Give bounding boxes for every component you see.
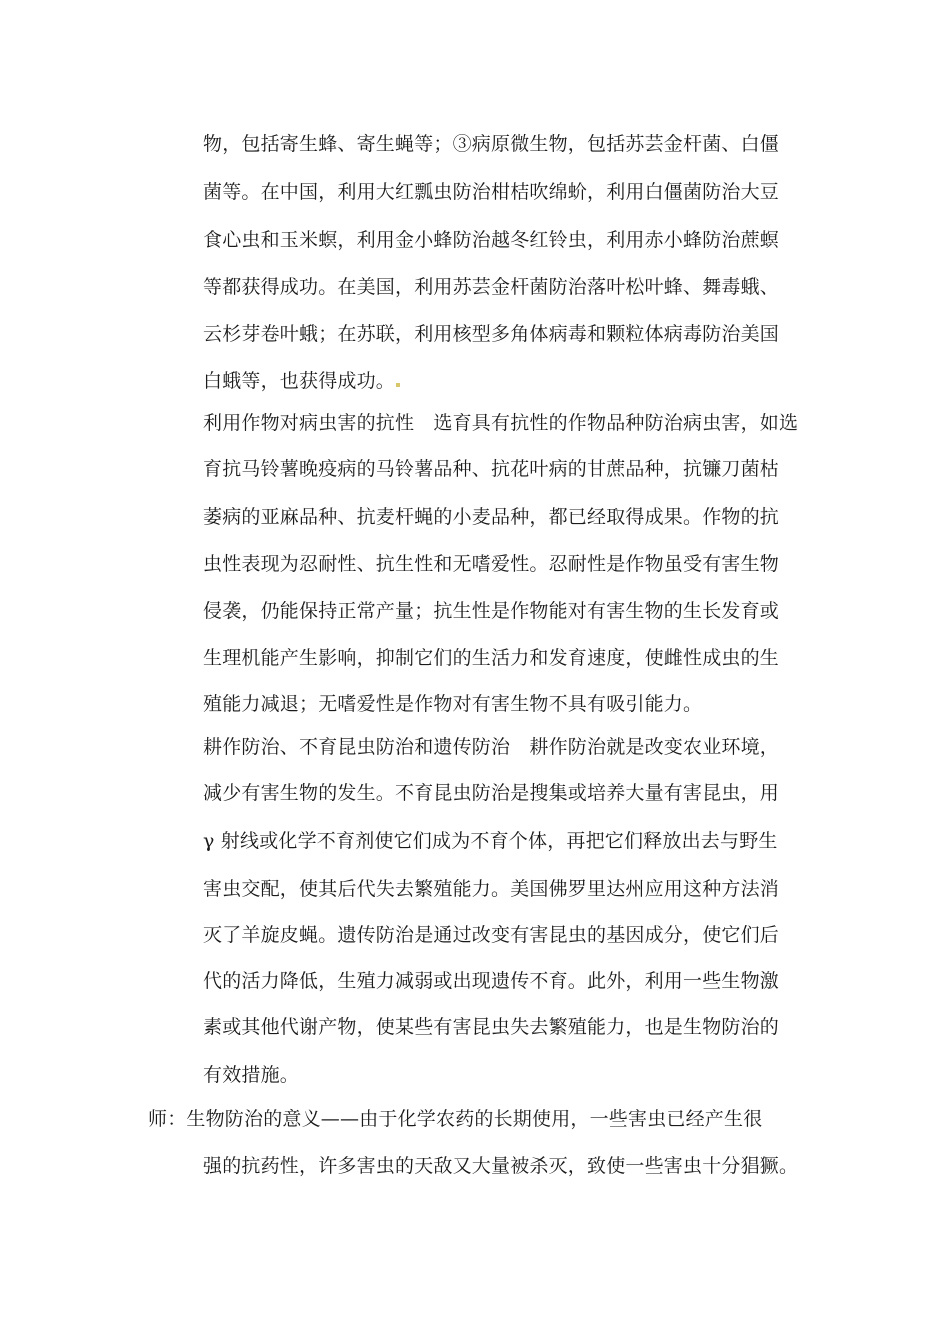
body-line-with-mark: [203, 369, 400, 393]
body-line: 害虫交配，使其后代失去繁殖能力。美国佛罗里达州应用这种方法消: [203, 878, 780, 900]
body-line: 侵袭，仍能保持正常产量；抗生性是作物能对有害生物的生长发育或: [203, 600, 780, 622]
teacher-line: [148, 1107, 762, 1131]
body-line: 等都获得成功。在美国，利用苏芸金杆菌防治落叶松叶蜂、舞毒蛾、: [203, 276, 780, 298]
body-line: 减少有害生物的发生。不育昆虫防治是搜集或培养大量有害昆虫，用: [203, 782, 780, 804]
body-line: 菌等。在中国，利用大红瓢虫防治柑桔吹绵蚧，利用白僵菌防治大豆: [203, 181, 780, 203]
body-line-text: 白蛾等，也获得成功。: [203, 370, 396, 392]
body-line: 萎病的亚麻品种、抗麦杆蝇的小麦品种，都已经取得成果。作物的抗: [203, 506, 780, 528]
body-line: 生理机能产生影响，抑制它们的生活力和发育速度，使雌性成虫的生: [203, 647, 780, 669]
body-line: 代的活力降低，生殖力减弱或出现遗传不育。此外，利用一些生物激: [203, 970, 780, 992]
body-line: 殖能力减退；无嗜爱性是作物对有害生物不具有吸引能力。: [203, 693, 703, 715]
body-line: 耕作防治、不育昆虫防治和遗传防治 耕作防治就是改变农业环境，: [203, 736, 780, 758]
speaker-label: 师：: [148, 1108, 187, 1130]
body-line: 有效措施。: [203, 1064, 300, 1086]
body-line: 育抗马铃薯晚疫病的马铃薯品种、抗花叶病的甘蔗品种，抗镰刀菌枯: [203, 458, 780, 480]
body-line: 物，包括寄生蜂、寄生蝇等；③病原微生物，包括苏芸金杆菌、白僵: [203, 133, 780, 155]
body-line: 强的抗药性，许多害虫的天敌又大量被杀灭，致使一些害虫十分猖獗。: [203, 1155, 799, 1177]
body-line: γ 射线或化学不育剂使它们成为不育个体，再把它们释放出去与野生: [203, 830, 778, 852]
body-line: 虫性表现为忍耐性、抗生性和无嗜爱性。忍耐性是作物虽受有害生物: [203, 553, 780, 575]
teacher-text: 生物防治的意义——由于化学农药的长期使用，一些害虫已经产生很: [186, 1108, 763, 1130]
body-line: 食心虫和玉米螟，利用金小蜂防治越冬红铃虫，利用赤小蜂防治蔗螟: [203, 229, 780, 251]
body-line: 灭了羊旋皮蝇。遗传防治是通过改变有害昆虫的基因成分，使它们后: [203, 924, 780, 946]
highlight-mark-icon: [396, 383, 400, 387]
body-line: 素或其他代谢产物，使某些有害昆虫失去繁殖能力，也是生物防治的: [203, 1016, 780, 1038]
body-line: 云杉芽卷叶蛾；在苏联，利用核型多角体病毒和颗粒体病毒防治美国: [203, 323, 780, 345]
body-line: 利用作物对病虫害的抗性 选育具有抗性的作物品种防治病虫害，如选: [203, 412, 799, 434]
